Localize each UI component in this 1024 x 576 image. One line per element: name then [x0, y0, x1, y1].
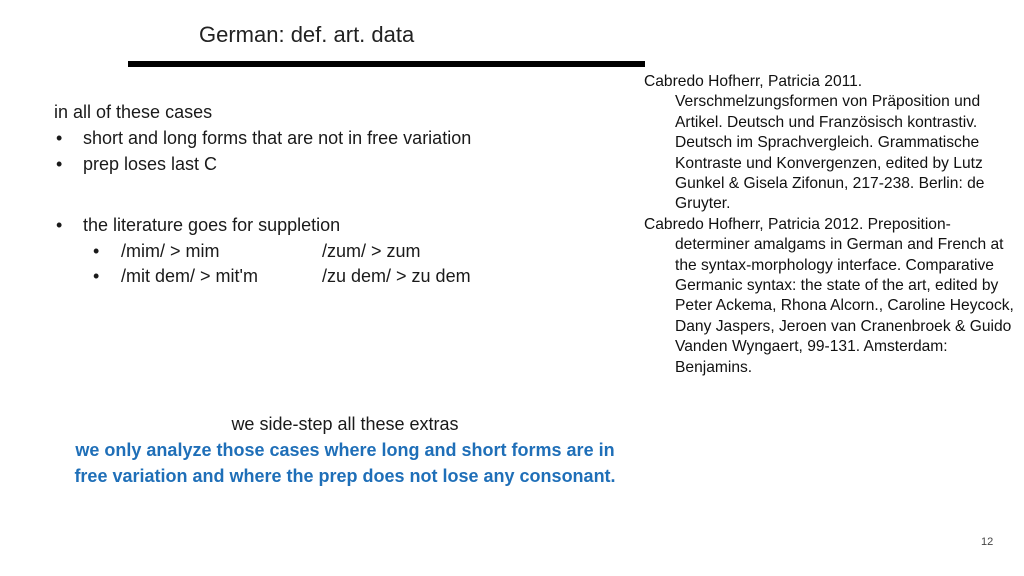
- bullet-glyph: •: [56, 128, 63, 148]
- sub-bullet-example: /mit dem/ > mit'm: [121, 266, 258, 286]
- bullet-glyph: •: [56, 215, 63, 235]
- references: [644, 72, 1014, 378]
- reference-entry: Cabredo Hofherr, Patricia 2011. Verschmelzungsformen von Präposition und Artikel. Deutsch und Französisch kontrastiv. Deutsch im Sprachvergleich. Grammatische Kontraste und Konvergenzen, edited by Lutz Gunkel & Gisela Zifonun, 217-238. Berlin: de Gruyter.: [644, 73, 985, 213]
- intro-text: in all of these cases: [54, 102, 213, 122]
- sub-bullet-example: /mim/ > mim: [121, 241, 220, 261]
- sub-bullet-glyph: •: [93, 266, 100, 286]
- title-divider: [128, 61, 645, 67]
- bullet-item: prep loses last C: [83, 154, 218, 174]
- bullet-item: short and long forms that are not in free variation: [83, 128, 472, 148]
- bullet-glyph: •: [56, 154, 63, 174]
- page-number: 12: [981, 536, 994, 548]
- summary-highlight: we only analyze those cases where long and short forms are in free variation and where the prep does not lose any consonant.: [74, 440, 616, 486]
- slide-title: German: def. art. data: [199, 22, 415, 47]
- summary-block: [62, 411, 628, 489]
- sub-bullet-example: /zu dem/ > zu dem: [322, 266, 471, 286]
- sub-bullet-glyph: •: [93, 241, 100, 261]
- summary-line: we side-step all these extras: [231, 414, 459, 434]
- sub-bullet-example: /zum/ > zum: [322, 241, 421, 261]
- reference-entry: Cabredo Hofherr, Patricia 2012. Preposition-determiner amalgams in German and French at the syntax-morphology interface. Comparative Germanic syntax: the state of the art, edited by Peter Ackema, Rhona Alcorn., Caroline Heycock, Dany Jaspers, Jeroen van Cranenbroek & Guido Vanden Wyngaert, 99-131. Amsterdam: Benjamins.: [644, 215, 1014, 376]
- bullet-item: the literature goes for suppletion: [83, 215, 341, 235]
